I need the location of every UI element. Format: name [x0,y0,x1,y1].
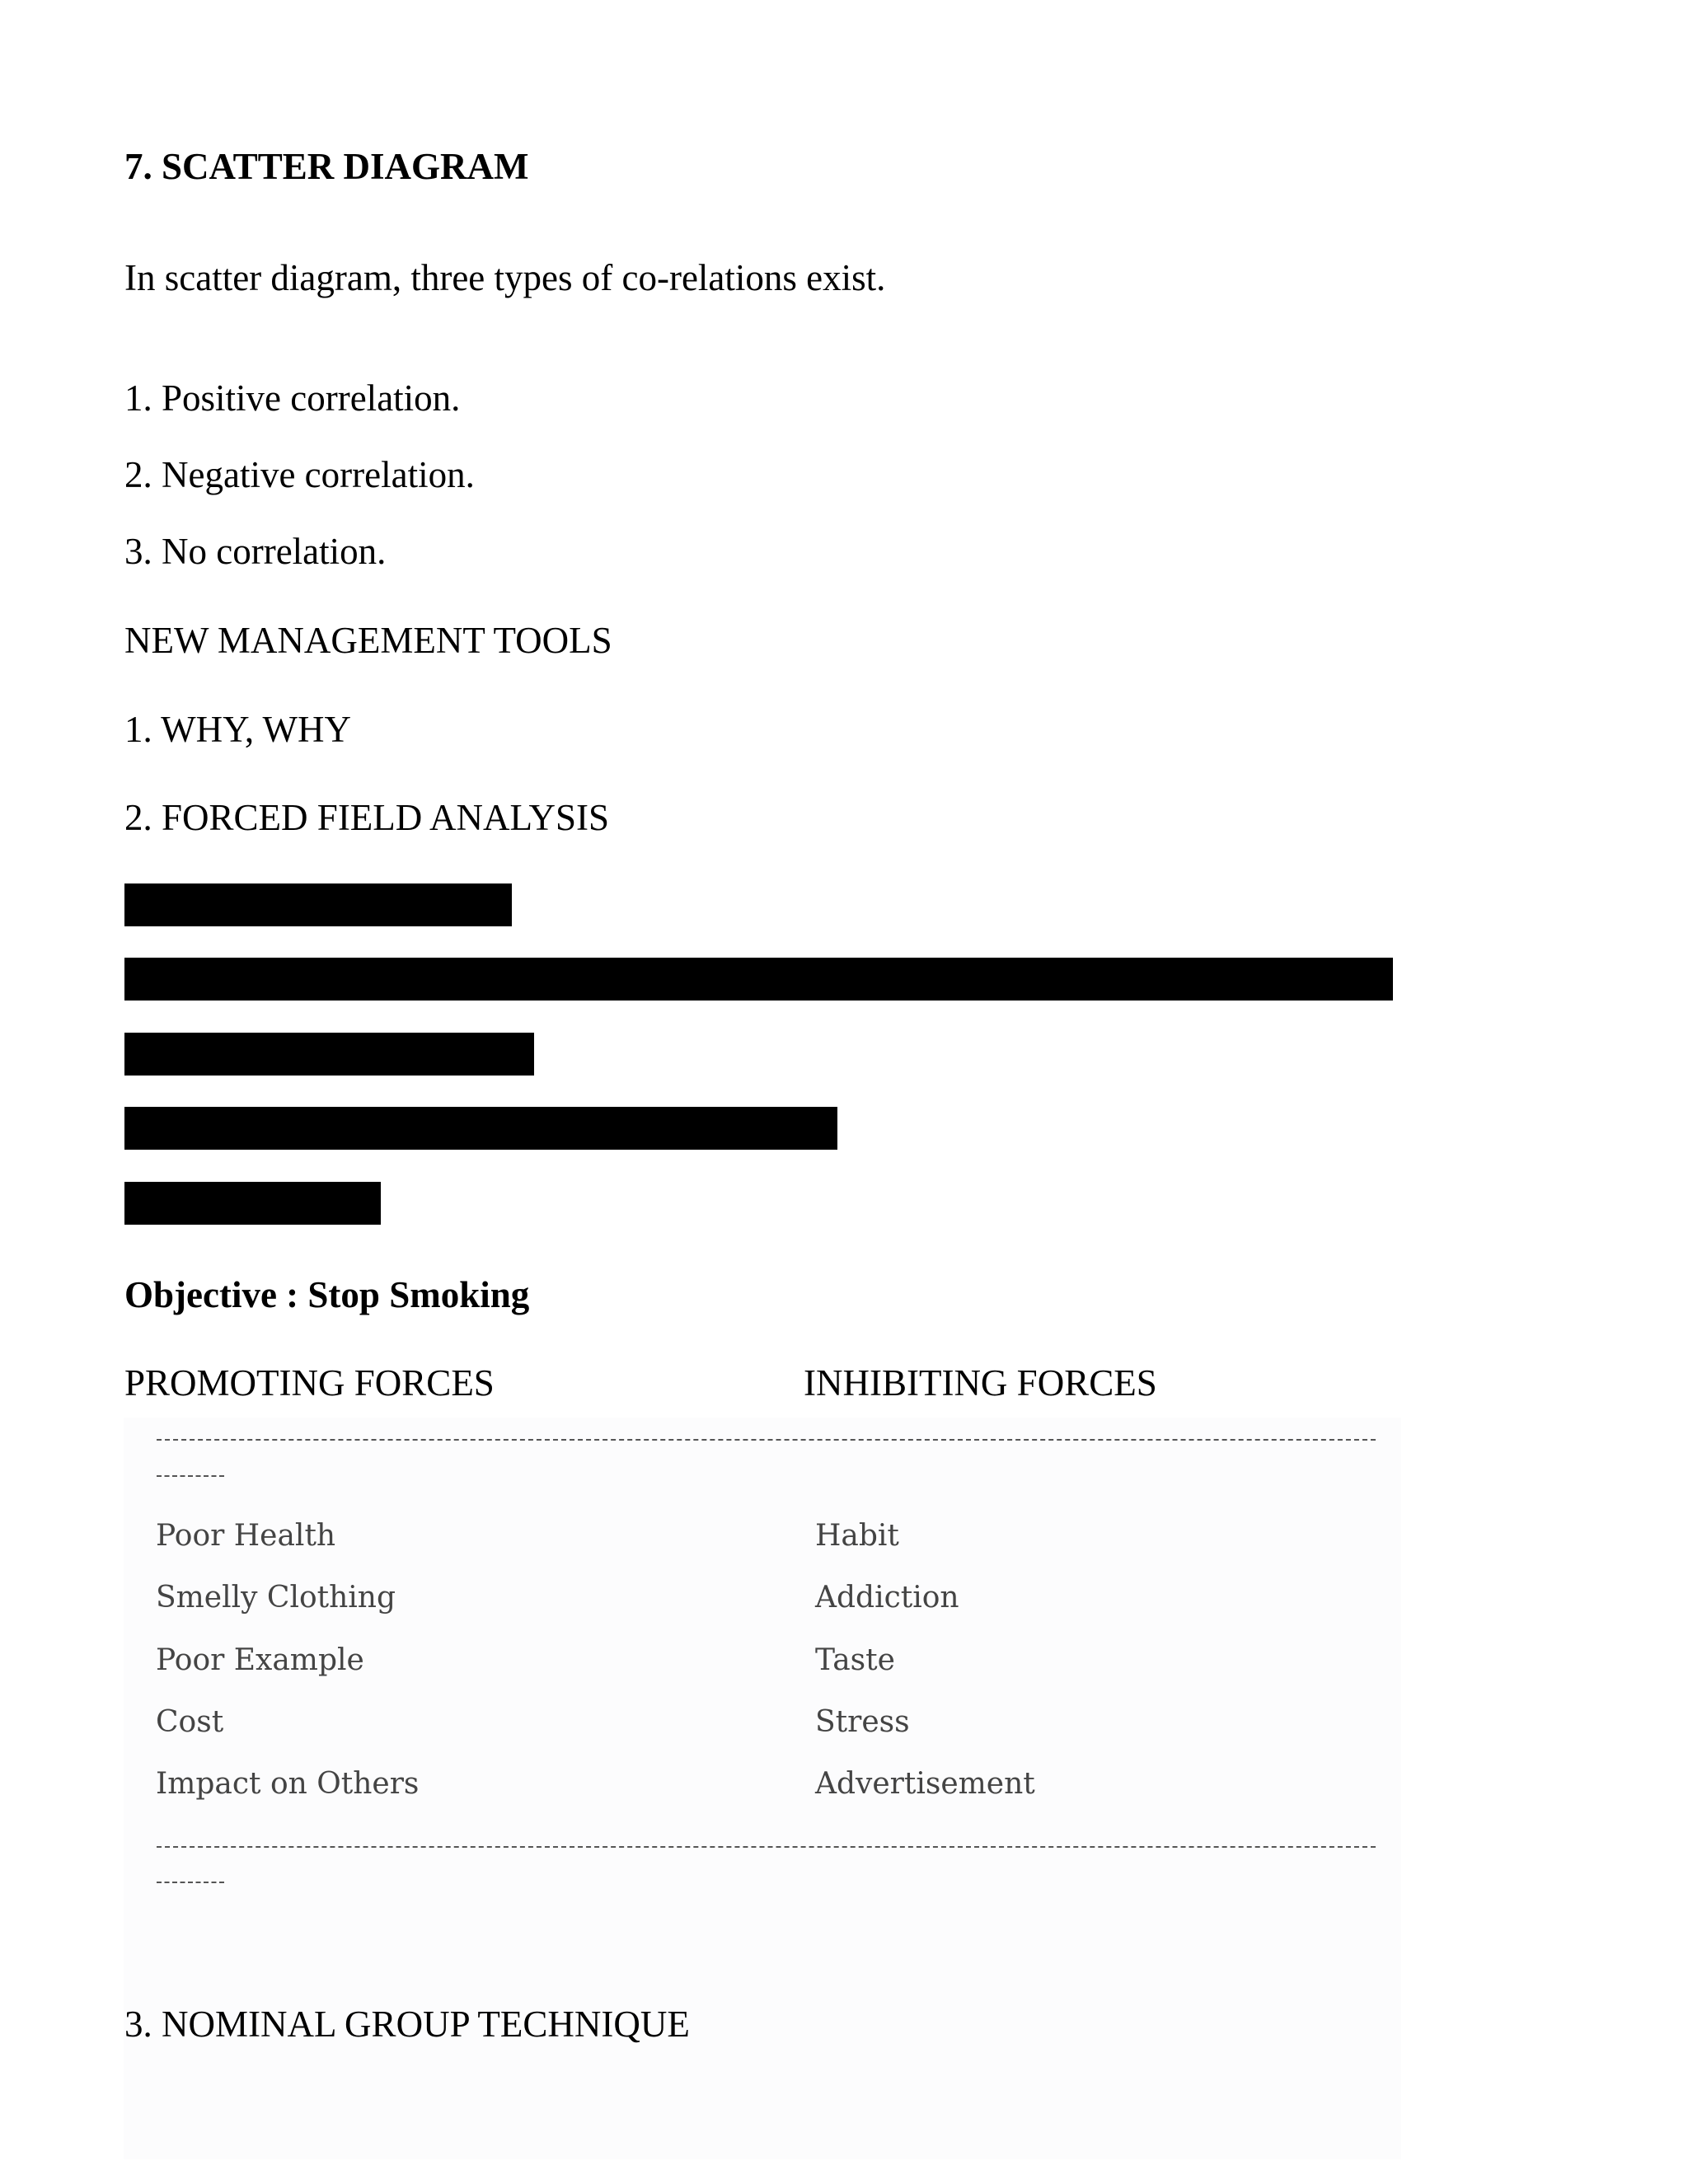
promoting-force-item: Smelly Clothing [156,1581,396,1615]
promoting-force-item: Poor Example [156,1643,364,1677]
objective-line: Objective : Stop Smoking [124,1274,530,1315]
intro-text: In scatter diagram, three types of co-relations exist. [124,257,886,298]
promoting-force-item: Cost [156,1705,224,1739]
redaction-bar [124,1182,381,1225]
section-title: 7. SCATTER DIAGRAM [124,146,529,187]
redaction-bar [124,1033,534,1076]
bottom-dash-divider-wrap [157,1882,224,1883]
redaction-bar [124,883,512,926]
inhibiting-force-item: Habit [815,1519,899,1553]
correlation-item-none: 3. No correlation. [124,531,387,572]
correlation-item-negative: 2. Negative correlation. [124,454,475,495]
inhibiting-force-item: Addiction [815,1581,959,1615]
new-tools-heading: NEW MANAGEMENT TOOLS [124,620,612,661]
promoting-force-item: Impact on Others [156,1767,420,1801]
top-dash-divider [157,1439,1376,1441]
top-dash-divider-wrap [157,1475,224,1477]
inhibiting-force-item: Stress [815,1705,910,1739]
tool-item-why-why: 1. WHY, WHY [124,709,352,750]
promoting-forces-header: PROMOTING FORCES [124,1362,495,1404]
inhibiting-force-item: Advertisement [815,1767,1035,1801]
redaction-bar [124,958,1393,1001]
bottom-dash-divider [157,1846,1376,1848]
tool-item-forced-field: 2. FORCED FIELD ANALYSIS [124,797,610,838]
inhibiting-forces-header: INHIBITING FORCES [804,1362,1157,1404]
correlation-item-positive: 1. Positive correlation. [124,377,461,419]
promoting-force-item: Poor Health [156,1519,336,1553]
inhibiting-force-item: Taste [815,1643,895,1677]
next-tool-heading: 3. NOMINAL GROUP TECHNIQUE [124,2004,690,2045]
redaction-bar [124,1107,837,1150]
